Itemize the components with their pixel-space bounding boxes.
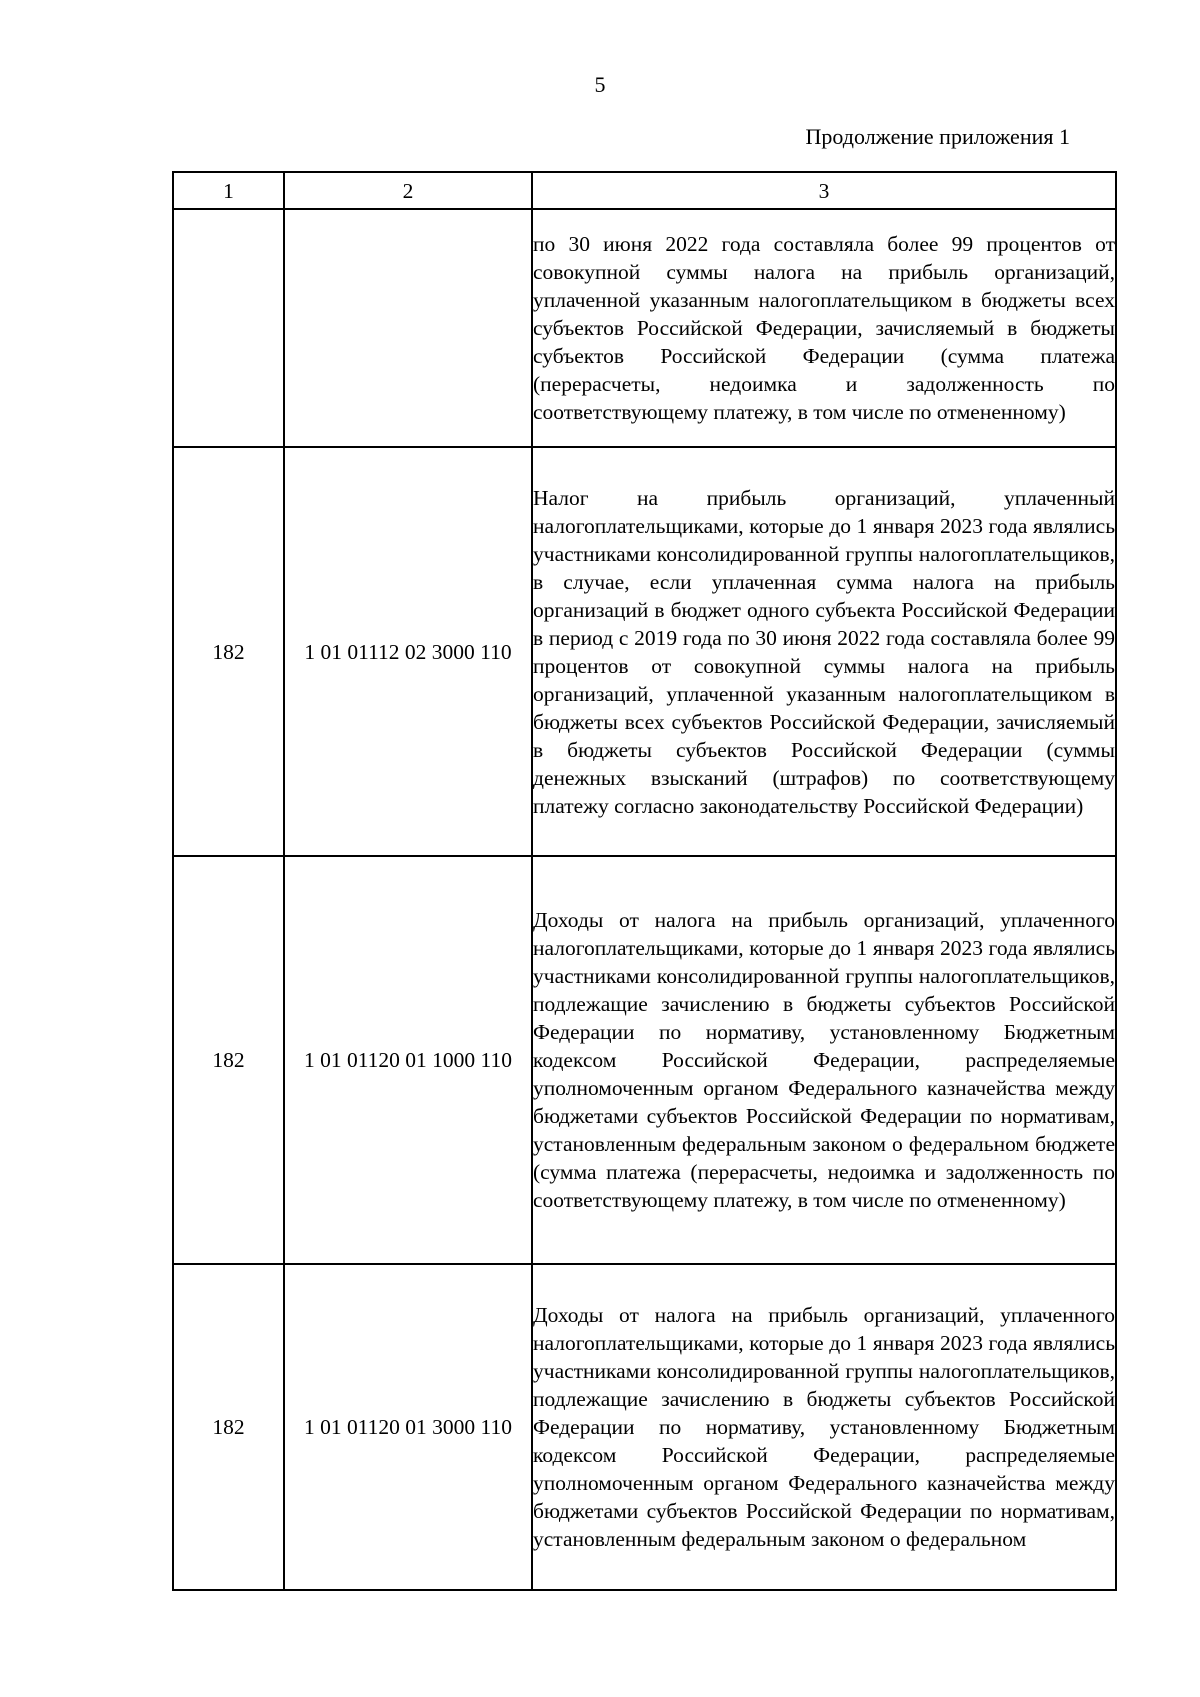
description-cell: по 30 июня 2022 года составляла более 99 процентов от совокупной суммы налога на прибыль организаций, уплаченной указанным налогоплательщиком в бюджеты всех субъектов Российской Федерации, зачисляемый в бюджеты субъектов Российской Федерации (сумма платежа (перерасчеты, недоимка и задолженность по соответствующему платежу, в том числе по отмененному) <box>532 209 1116 447</box>
admin-code-cell <box>173 209 284 447</box>
table-row <box>173 447 1116 856</box>
admin-code-cell: 182 <box>173 447 284 856</box>
description-cell: Доходы от налога на прибыль организаций, уплаченного налогоплательщиками, которые до 1 января 2023 года являлись участниками консолидированной группы налогоплательщиков, подлежащие зачислению в бюджеты субъектов Российской Федерации по нормативу, установленному Бюджетным кодексом Российской Федерации, распределяемые уполномоченным органом Федерального казначейства между бюджетами субъектов Российской Федерации по нормативам, установленным федеральным законом о федеральном бюджете (сумма платежа (перерасчеты, недоимка и задолженность по соответствующему платежу, в том числе по отмененному) <box>532 856 1116 1264</box>
table-row <box>173 856 1116 1264</box>
page-number: 5 <box>594 72 606 97</box>
header-col-3: 3 <box>532 172 1116 209</box>
header-col-1: 1 <box>173 172 284 209</box>
admin-code-cell: 182 <box>173 856 284 1264</box>
table-header-row <box>173 172 1116 209</box>
income-code-cell: 1 01 01120 01 3000 110 <box>284 1264 532 1590</box>
income-code-cell: 1 01 01112 02 3000 110 <box>284 447 532 856</box>
table-row <box>173 1264 1116 1590</box>
table-row <box>173 209 1116 447</box>
income-code-cell: 1 01 01120 01 1000 110 <box>284 856 532 1264</box>
income-codes-table <box>172 171 1117 1591</box>
description-cell: Доходы от налога на прибыль организаций, уплаченного налогоплательщиками, которые до 1 января 2023 года являлись участниками консолидированной группы налогоплательщиков, подлежащие зачислению в бюджеты субъектов Российской Федерации по нормативу, установленному Бюджетным кодексом Российской Федерации, распределяемые уполномоченным органом Федерального казначейства между бюджетами субъектов Российской Федерации по нормативам, установленным федеральным законом о федеральном <box>532 1264 1116 1590</box>
admin-code-cell: 182 <box>173 1264 284 1590</box>
header-col-2: 2 <box>284 172 532 209</box>
income-code-cell <box>284 209 532 447</box>
continuation-label: Продолжение приложения 1 <box>805 124 1070 149</box>
description-cell: Налог на прибыль организаций, уплаченный налогоплательщиками, которые до 1 января 2023 года являлись участниками консолидированной группы налогоплательщиков, в случае, если уплаченная сумма налога на прибыль организаций в бюджет одного субъекта Российской Федерации в период с 2019 года по 30 июня 2022 года составляла более 99 процентов от совокупной суммы налога на прибыль организаций, уплаченной указанным налогоплательщиком в бюджеты всех субъектов Российской Федерации, зачисляемый в бюджеты субъектов Российской Федерации (суммы денежных взысканий (штрафов) по соответствующему платежу согласно законодательству Российской Федерации) <box>532 447 1116 856</box>
